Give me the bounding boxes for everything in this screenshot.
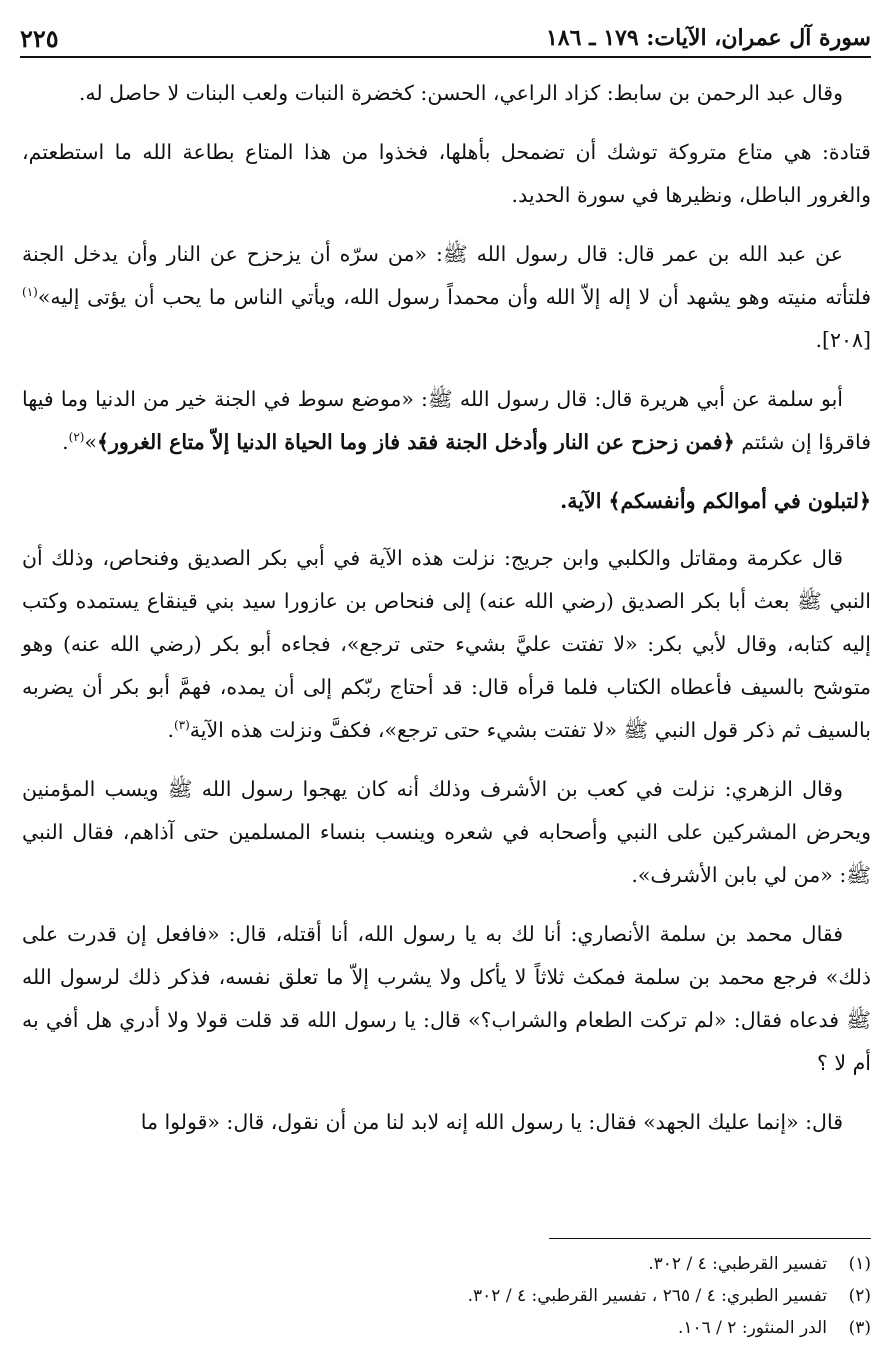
heading-verse: ﴿لتبلون في أموالكم وأنفسكم﴾ <box>608 489 871 513</box>
page-number: ٢٢٥ <box>20 23 59 53</box>
main-text <box>22 72 871 1160</box>
paragraph-5 <box>22 537 871 752</box>
footnote-number: (٣) <box>848 1318 871 1338</box>
footnote-marker-3[interactable]: (٣) <box>173 718 190 733</box>
paragraph-1 <box>22 72 871 115</box>
paragraph-text: قال عكرمة ومقاتل والكلبي وابن جريج: نزلت هذه الآية في أبي بكر الصديق وفنحاص، وذلك أن النبي ﷺ بعث أبا بكر الصديق (رضي الله عنه) إلى فنحاص بن عازورا سيد بني قينقاع يستمده وكتب إليه كتابه، وقال لأبي بكر: «لا تفتت عليَّ بشيء حتى ترجع»، فجاءه أبو بكر (رضي الله عنه) وهو متوشح بالسيف فأعطاه الكتاب فلما قرأه قال: قد أحتاج ربّكم إلى أن يمده، فهمَّ أبو بكر أن يضربه بالسيف ثم ذكر قول النبي ﷺ «لا تفتت بشيء حتى ترجع»، فكفَّ ونزلت هذه الآية <box>22 546 871 742</box>
paragraph-text: فقال محمد بن سلمة الأنصاري: أنا لك به يا رسول الله، أنا أقتله، قال: «فافعل إن قدرت على ذلك» فرجع محمد بن سلمة فمكث ثلاثاً لا يأكل ولا يشرب إلاّ ما تعلق نفسه، فذكر ذلك لرسول الله ﷺ فدعاه فقال: «لم تركت الطعام والشراب؟» قال: يا رسول الله قد قلت قولا ولا أدري هل أفي به أم لا ؟ <box>22 922 871 1075</box>
footnote-text: تفسير القرطبي: ٤ / ٣٠٢. <box>648 1254 827 1274</box>
punctuation: . <box>167 718 174 742</box>
heading-suffix: الآية. <box>560 489 609 513</box>
reference-number: [٢٠٨]. <box>815 328 871 352</box>
paragraph-text: وقال عبد الرحمن بن سابط: كزاد الراعي، الحسن: كخضرة النبات ولعب البنات لا حاصل له. <box>78 81 843 105</box>
running-title: سورة آل عمران، الآيات: ١٧٩ ـ ١٨٦ <box>545 25 871 51</box>
punctuation: . <box>62 430 69 454</box>
paragraph-3 <box>22 233 871 362</box>
paragraph-text: وقال الزهري: نزلت في كعب بن الأشرف وذلك أنه كان يهجوا رسول الله ﷺ ويسب المؤمنين ويحرض المشركين على النبي وأصحابه في شعره وينسب بنساء المسلمين حتى آذاهم، فقال النبي ﷺ: «من لي بابن الأشرف». <box>22 777 871 887</box>
paragraph-text: عن عبد الله بن عمر قال: قال رسول الله ﷺ: «من سرّه أن يزحزح عن النار وأن يدخل الجنة فلتأته منيته وهو يشهد أن لا إله إلاّ الله وأن محمداً رسول الله، ويأتي الناس ما يحب أن يؤتى إليه» <box>22 242 871 309</box>
footnote-1 <box>22 1248 871 1280</box>
footnote-number: (٢) <box>848 1286 871 1306</box>
paragraph-text: أبو سلمة عن أبي هريرة قال: قال رسول الله ﷺ: «موضع سوط في الجنة خير من الدنيا وما فيها فاقرؤا إن شئتم <box>22 387 871 454</box>
paragraph-6 <box>22 768 871 897</box>
verse-heading <box>22 480 871 523</box>
footnotes <box>22 1248 871 1344</box>
footnote-2 <box>22 1280 871 1312</box>
quran-verse: ﴿فمن زحزح عن النار وأدخل الجنة فقد فاز وما الحياة الدنيا إلاّ متاع الغرور﴾ <box>97 430 735 454</box>
paragraph-text: قتادة: هي متاع متروكة توشك أن تضمحل بأهلها، فخذوا من هذا المتاع بطاعة الله ما استطعتم، والغرور الباطل، ونظيرها في سورة الحديد. <box>22 140 871 207</box>
footnote-divider <box>549 1238 871 1239</box>
footnote-marker-2[interactable]: (٢) <box>68 430 85 445</box>
paragraph-text: قال: «إنما عليك الجهد» فقال: يا رسول الله إنه لابد لنا من أن نقول، قال: «قولوا ما <box>140 1110 843 1134</box>
footnote-text: تفسير الطبري: ٤ / ٢٦٥ ، تفسير القرطبي: ٤ / ٣٠٢. <box>467 1286 827 1306</box>
paragraph-7 <box>22 913 871 1085</box>
footnote-text: الدر المنثور: ٢ / ١٠٦. <box>677 1318 827 1338</box>
footnote-number: (١) <box>848 1254 871 1274</box>
quote-close: » <box>84 430 97 454</box>
paragraph-4 <box>22 378 871 464</box>
page-header <box>20 20 871 58</box>
footnote-3 <box>22 1312 871 1344</box>
footnote-marker-1[interactable]: (١) <box>22 285 38 300</box>
paragraph-2 <box>22 131 871 217</box>
paragraph-8 <box>22 1101 871 1144</box>
